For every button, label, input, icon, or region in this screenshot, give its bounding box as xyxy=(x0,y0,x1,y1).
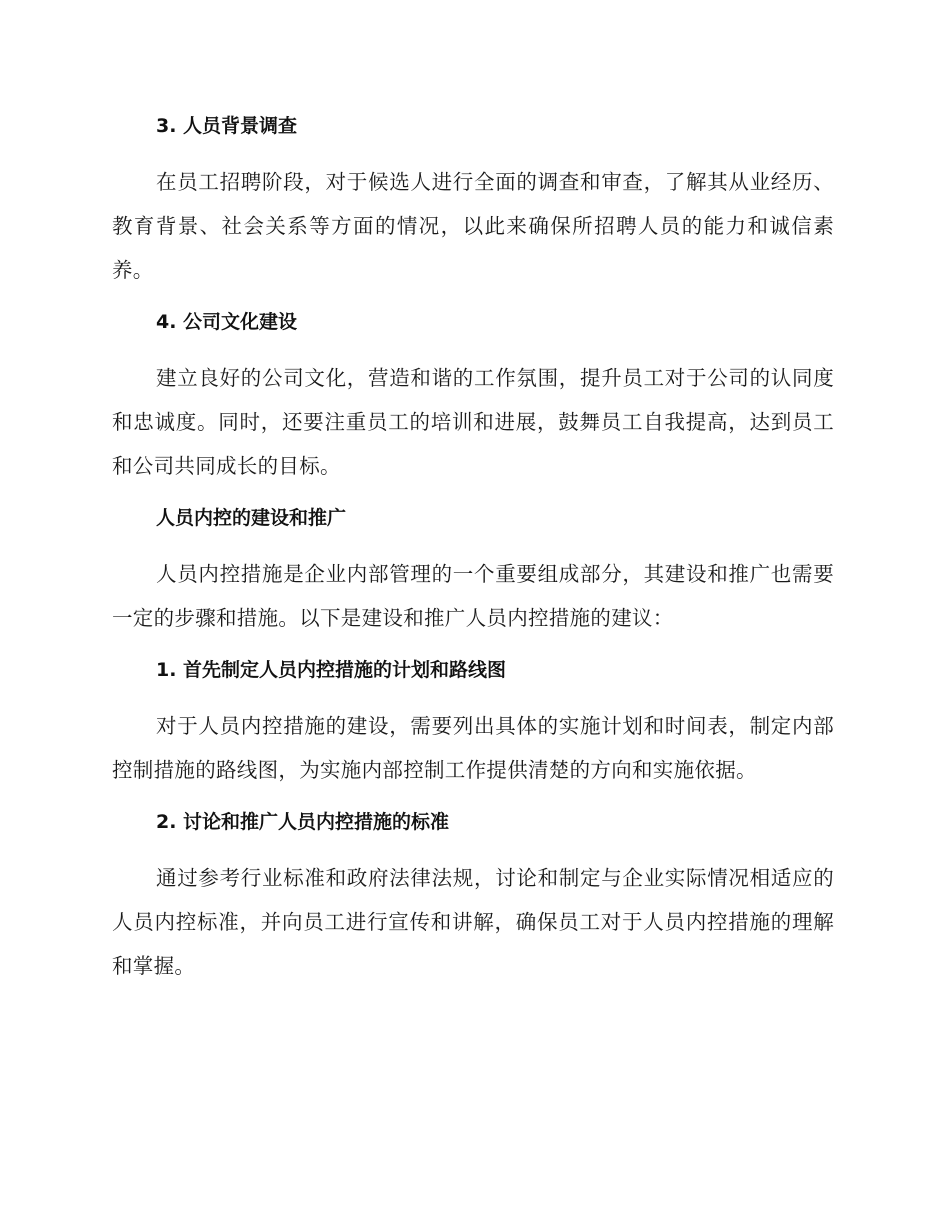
section-heading-plan-roadmap: 1. 首先制定人员内控措施的计划和路线图 xyxy=(156,659,507,681)
section-heading-internal-control-promotion: 人员内控的建设和推广 xyxy=(156,507,347,529)
section-paragraph-plan-roadmap: 对于人员内控措施的建设，需要列出具体的实施计划和时间表，制定内部控制措施的路线图，为实施内部控制工作提供清楚的方向和实施依据。 xyxy=(112,714,834,782)
section-paragraph-company-culture: 建立良好的公司文化，营造和谐的工作氛围，提升员工对于公司的认同度和忠诚度。同时，还要注重员工的培训和进展，鼓舞员工自我提高，达到员工和公司共同成长的目标。 xyxy=(112,366,834,478)
section-heading-background-check: 3. 人员背景调查 xyxy=(156,115,298,137)
section-paragraph-background-check: 在员工招聘阶段，对于候选人进行全面的调查和审查，了解其从业经历、教育背景、社会关系等方面的情况，以此来确保所招聘人员的能力和诚信素养。 xyxy=(112,170,834,282)
section-heading-standards: 2. 讨论和推广人员内控措施的标准 xyxy=(156,811,450,833)
section-paragraph-standards: 通过参考行业标准和政府法律法规，讨论和制定与企业实际情况相适应的人员内控标准，并向员工进行宣传和讲解，确保员工对于人员内控措施的理解和掌握。 xyxy=(112,866,834,978)
section-paragraph-internal-control-promotion: 人员内控措施是企业内部管理的一个重要组成部分，其建设和推广也需要一定的步骤和措施。以下是建设和推广人员内控措施的建议： xyxy=(112,562,834,630)
document-body xyxy=(112,104,834,988)
section-heading-company-culture: 4. 公司文化建设 xyxy=(156,311,298,333)
